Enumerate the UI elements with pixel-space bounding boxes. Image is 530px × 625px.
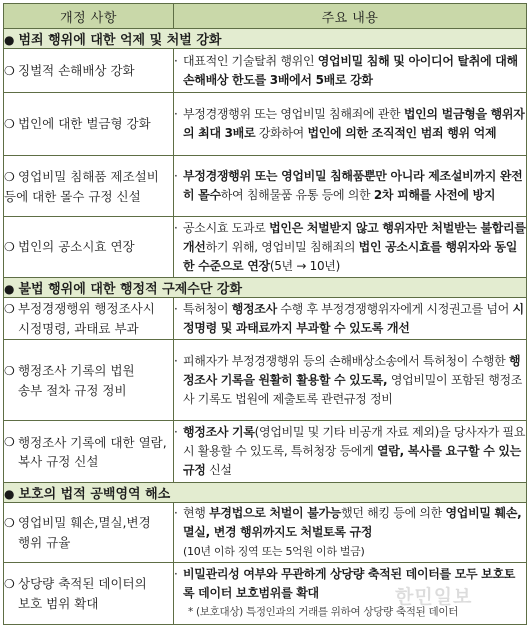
section-row [4, 483, 527, 503]
bullet-icon: ● [4, 282, 15, 296]
table-header-row [4, 4, 527, 29]
row-label: ❍ 영업비밀 훼손,멸실,변경 행위 규율 [4, 503, 174, 563]
dot-bullet-icon: · [174, 301, 178, 316]
table-row [4, 298, 527, 340]
row-content: · 행정조사 기록(영업비밀 및 기타 비공개 자료 제외)을 당사자가 필요시 활용할 수 있도록, 특허청장 등에게 열람, 복사를 요구할 수 있는 규정 신설 [174, 421, 527, 483]
circle-bullet-icon: ❍ [4, 117, 15, 131]
circle-bullet-icon: ❍ [4, 363, 15, 378]
circle-bullet-icon: ❍ [4, 434, 15, 449]
circle-bullet-icon: ❍ [4, 240, 15, 254]
bullet-icon: ● [4, 487, 15, 501]
table-row [4, 217, 527, 278]
footnote: * (보호대상) 특정인과의 거래를 위하여 상당량 축적된 데이터 [188, 606, 459, 618]
dot-bullet-icon: · [174, 567, 178, 581]
revision-table [3, 3, 527, 625]
circle-bullet-icon: ❍ [4, 63, 15, 78]
section-row [4, 278, 527, 298]
row-label: ❍ 상당량 축적된 데이터의 보호 범위 확대 [4, 563, 174, 625]
circle-bullet-icon: ❍ [4, 302, 15, 316]
table-row [4, 340, 527, 421]
row-label: ❍ 영업비밀 침해품 제조설비 등에 대한 몰수 규정 신설 [4, 156, 174, 217]
row-label: ❍ 행정조사 기록에 대한 열람, 복사 규정 신설 [4, 421, 174, 483]
watermark-logo: 한민일보 [395, 586, 473, 608]
dot-bullet-icon: · [174, 353, 178, 368]
table-row [4, 156, 527, 217]
row-label: ❍ 법인에 대한 벌금형 강화 [4, 93, 174, 156]
dot-bullet-icon: · [174, 425, 178, 439]
circle-bullet-icon: ❍ [4, 169, 15, 184]
row-label: ❍ 부정경쟁행위 행정조사시 시정명령, 과태료 부과 [4, 298, 174, 340]
row-content: · 부정경쟁행위 또는 영업비밀 침해죄에 관한 법인의 벌금형을 행위자의 최대 3배로 강화하여 법인에 의한 조직적인 범죄 행위 억제 [174, 93, 527, 156]
row-content: · 피해자가 부정경쟁행위 등의 손해배상소송에서 특허청이 수행한 행정조사 기록을 원활히 활용할 수 있도록, 영업비밀이 포함된 행정조사 기록도 법원에 제출토록 관련규정 정비 [174, 340, 527, 421]
table-row [4, 93, 527, 156]
dot-bullet-icon: · [174, 169, 178, 183]
row-content: · 특허청이 행정조사 수행 후 부정경쟁행위자에게 시정권고를 넘어 시정명령 및 과태료까지 부과할 수 있도록 개선 [174, 298, 527, 340]
section-title: ● 범죄 행위에 대한 억제 및 처벌 강화 [4, 29, 527, 49]
table-row [4, 49, 527, 93]
row-content: · 부정경쟁행위 또는 영업비밀 침해품뿐만 아니라 제조설비까지 완전히 몰수하여 침해물품 유통 등에 의한 2차 피해를 사전에 방지 [174, 156, 527, 217]
row-content: · 공소시효 도과로 법인은 처벌받지 않고 행위자만 처벌받는 불합리를 개선하기 위해, 영업비밀 침해죄의 법인 공소시효를 행위자와 동일한 수준으로 연장(5년 → 10년) [174, 217, 527, 278]
header-revision: 개정 사항 [4, 4, 174, 29]
dot-bullet-icon: · [174, 220, 178, 235]
row-content: · 현행 부경법으로 처벌이 불가능했던 해킹 등에 의한 영업비밀 훼손, 멸실, 변경 행위까지도 처벌토록 규정 (10년 이하 징역 또는 5억원 이하 벌금) [174, 503, 527, 563]
row-label: ❍ 징벌적 손해배상 강화 [4, 49, 174, 93]
section-title: ● 보호의 법적 공백영역 해소 [4, 483, 527, 503]
row-content: · 비밀관리성 여부와 무관하게 상당량 축적된 데이터를 모두 보호토록 데이터 보호범위를 확대 * (보호대상) 특정인과의 거래를 위하여 상당량 축적된 데이터 [174, 563, 527, 625]
dot-bullet-icon: · [174, 53, 178, 68]
dot-bullet-icon: · [174, 506, 178, 520]
circle-bullet-icon: ❍ [4, 516, 15, 530]
section-title: ● 불법 행위에 대한 행정적 구제수단 강화 [4, 278, 527, 298]
row-label: ❍ 법인의 공소시효 연장 [4, 217, 174, 278]
dot-bullet-icon: · [174, 107, 178, 121]
section-row [4, 29, 527, 49]
document-table-wrapper [3, 3, 526, 618]
row-content: · 대표적인 기술탈취 행위인 영업비밀 침해 및 아이디어 탈취에 대해 손해배상 한도를 3배에서 5배로 강화 [174, 49, 527, 93]
row-label: ❍ 행정조사 기록의 법원 송부 절차 규정 정비 [4, 340, 174, 421]
circle-bullet-icon: ❍ [4, 577, 15, 591]
bullet-icon: ● [4, 33, 15, 47]
table-row [4, 421, 527, 483]
table-row [4, 503, 527, 563]
header-content: 주요 내용 [174, 4, 527, 29]
